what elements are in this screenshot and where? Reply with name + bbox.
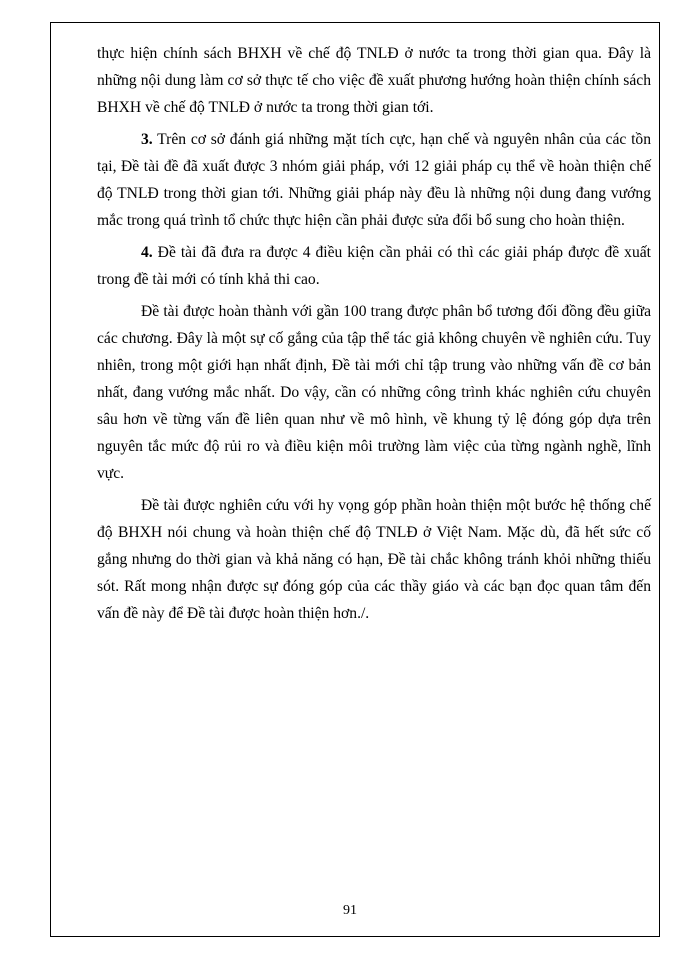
paragraph-item-4 bbox=[97, 239, 651, 293]
paragraph-number: 4. bbox=[141, 244, 153, 261]
page-number: 91 bbox=[343, 903, 357, 918]
paragraph-text: Đề tài được hoàn thành với gần 100 trang được phân bổ tương đối đồng đều giữa các chương. Đây là một sự cố gắng của tập thể tác giả không chuyên về nghiên cứu. Tuy nhiên, trong một giới hạn nhất định, Đề tài mới chỉ tập trung vào những vấn đề cơ bản nhất, đang vướng mắc nhất. Do vậy, cần có những công trình khác nghiên cứu chuyên sâu hơn về từng vấn đề liên quan như về mô hình, về khung tỷ lệ đóng góp dựa trên nguyên tắc mức độ rủi ro và điều kiện môi trường làm việc của từng ngành nghề, lĩnh vực. bbox=[97, 303, 651, 482]
paragraph-number: 3. bbox=[141, 131, 153, 148]
paragraph-text: thực hiện chính sách BHXH về chế độ TNLĐ ở nước ta trong thời gian qua. Đây là những nội dung làm cơ sở thực tế cho việc đề xuất phương hướng hoàn thiện chính sách BHXH về chế độ TNLĐ ở nước ta trong thời gian tới. bbox=[97, 45, 651, 116]
document-body bbox=[97, 40, 651, 627]
paragraph-continuation bbox=[97, 40, 651, 121]
paragraph-item-3 bbox=[97, 126, 651, 234]
paragraph-text: Đề tài được nghiên cứu với hy vọng góp phần hoàn thiện một bước hệ thống chế độ BHXH nói chung và hoàn thiện chế độ TNLĐ ở Việt Nam. Mặc dù, đã hết sức cố gắng nhưng do thời gian và khả năng có hạn, Đề tài chắc không tránh khỏi những thiếu sót. Rất mong nhận được sự đóng góp của các thầy giáo và các bạn đọc quan tâm đến vấn đề này để Đề tài được hoàn thiện hơn./. bbox=[97, 497, 651, 622]
paragraph-text: Trên cơ sở đánh giá những mặt tích cực, hạn chế và nguyên nhân của các tồn tại, Đề tài đề đã xuất được 3 nhóm giải pháp, với 12 giải pháp cụ thể về hoàn thiện chế độ TNLĐ trong thời gian tới. Những giải pháp này đều là những nội dung đang vướng mắc trong quá trình tổ chức thực hiện cần phải được sửa đổi bổ sung cho hoàn thiện. bbox=[97, 131, 651, 229]
paragraph-text: Đề tài đã đưa ra được 4 điều kiện cần phải có thì các giải pháp được đề xuất trong đề tài mới có tính khả thi cao. bbox=[97, 244, 651, 288]
paragraph-scope bbox=[97, 298, 651, 487]
paragraph-closing bbox=[97, 492, 651, 627]
